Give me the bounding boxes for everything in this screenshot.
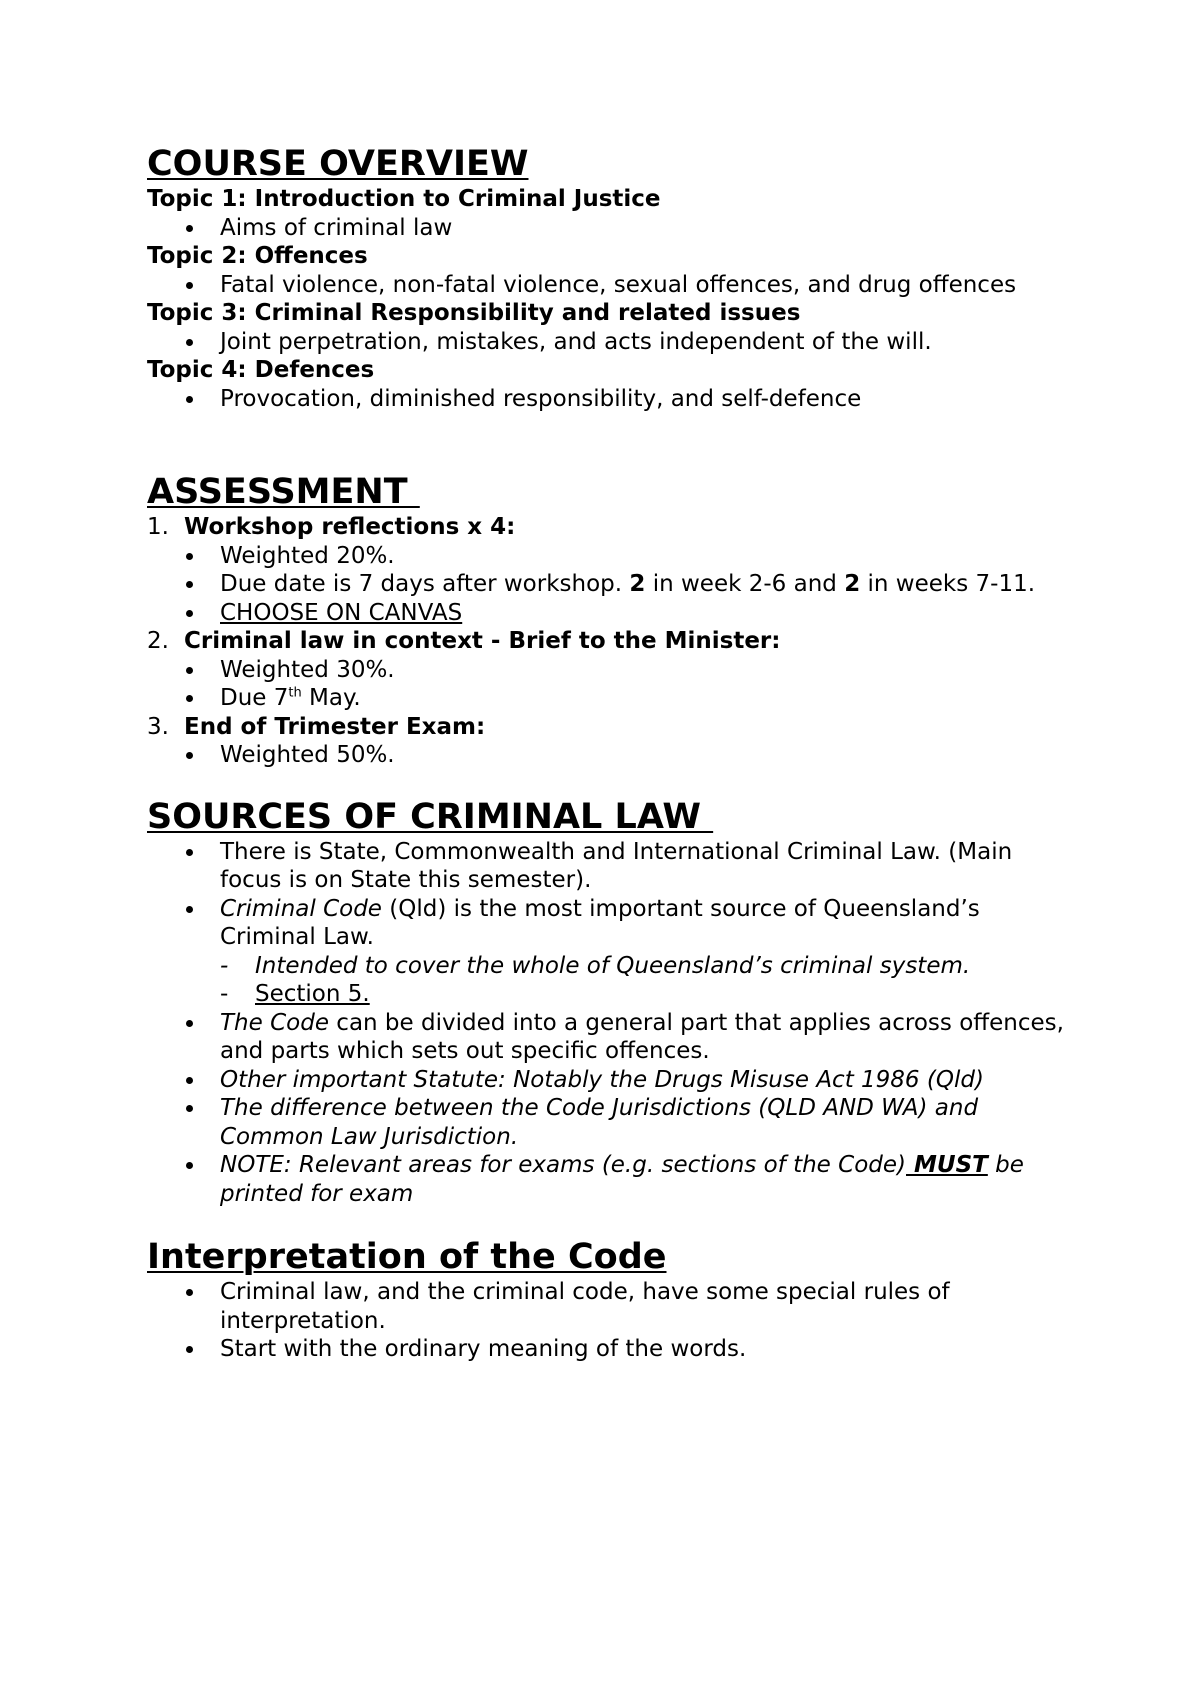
sources-list	[147, 838, 1077, 1209]
list-item: Criminal law, and the criminal code, have some special rules of interpretation.	[220, 1278, 1077, 1335]
sub-list-item: - Intended to cover the whole of Queensland’s criminal system.	[255, 952, 1077, 981]
due-text-b: May.	[301, 685, 361, 711]
due-superscript: th	[288, 685, 302, 701]
choose-on-canvas-text: CHOOSE ON CANVAS	[220, 599, 463, 626]
topic-2-label: Topic 2: Offences	[147, 243, 368, 269]
item-title: Criminal law in context - Brief to the Minister:	[184, 628, 781, 654]
interpretation-heading: Interpretation of the Code	[147, 1237, 667, 1277]
due-count-b: 2	[844, 571, 861, 597]
the-code-text: can be divided into a general part that applies across offences, and parts which sets out specific offences.	[220, 1009, 1064, 1064]
list-item: Other important Statute: Notably the Drugs Misuse Act 1986 (Qld)	[220, 1066, 1077, 1095]
list-item	[220, 599, 1077, 628]
assessment-item-3	[147, 713, 1077, 742]
list-item	[220, 1151, 1077, 1208]
criminal-code-text: (Qld) is the most important source of Queensland’s Criminal Law.	[220, 895, 980, 950]
due-text-b: in week 2-6 and	[645, 571, 845, 597]
topic-4-list	[147, 385, 1077, 414]
sub-list-item	[255, 980, 1077, 1009]
list-item: Weighted 20%.	[220, 542, 1077, 571]
list-item: The difference between the Code Jurisdictions (QLD AND WA) and Common Law Jurisdiction.	[220, 1094, 1077, 1151]
list-item: Weighted 30%.	[220, 656, 1077, 685]
item-title: Workshop reflections x 4:	[184, 514, 516, 540]
list-item: Provocation, diminished responsibility, and self-defence	[220, 385, 1077, 414]
topic-1-label: Topic 1: Introduction to Criminal Justice	[147, 186, 661, 212]
interpretation-list	[147, 1278, 1077, 1364]
list-item: There is State, Commonwealth and International Criminal Law. (Main focus is on State this semester).	[220, 838, 1077, 895]
list-item	[220, 895, 1077, 1009]
list-item	[220, 570, 1077, 599]
list-item	[220, 684, 1077, 713]
assessment-heading: ASSESSMENT	[147, 472, 420, 512]
item-number: 3.	[147, 713, 169, 740]
list-item: Weighted 50%.	[220, 741, 1077, 770]
list-item: Joint perpetration, mistakes, and acts independent of the will.	[220, 328, 1077, 357]
item-number: 2.	[147, 628, 169, 654]
assessment-item-3-list	[147, 741, 1077, 770]
topic-2-list	[147, 271, 1077, 300]
must-emphasis: MUST	[906, 1152, 988, 1178]
list-item: Start with the ordinary meaning of the words.	[220, 1335, 1077, 1364]
list-item: Fatal violence, non-fatal violence, sexual offences, and drug offences	[220, 271, 1077, 300]
due-text-a: Due 7	[220, 685, 289, 711]
course-overview-heading: COURSE OVERVIEW	[147, 144, 529, 184]
section-spacer	[147, 770, 1077, 796]
list-item: Aims of criminal law	[220, 214, 1077, 243]
topic-1-list	[147, 214, 1077, 243]
criminal-code-title: Criminal Code	[220, 895, 382, 922]
item-number: 1.	[147, 514, 169, 540]
note-text-b: be printed for exam	[220, 1152, 1024, 1207]
section-spacer	[147, 413, 1077, 471]
criminal-code-sublist	[220, 952, 1077, 1009]
due-text-a: Due date is 7 days after workshop.	[220, 571, 630, 597]
the-code-title: The Code	[220, 1009, 329, 1036]
document-body	[147, 143, 1077, 1364]
due-count-a: 2	[629, 571, 646, 597]
assessment-item-1	[147, 513, 1077, 542]
topic-3-list	[147, 328, 1077, 357]
section-spacer	[147, 1208, 1077, 1236]
section-5-text: Section 5.	[255, 981, 370, 1007]
assessment-item-1-list	[147, 542, 1077, 628]
topic-4-label: Topic 4: Defences	[147, 357, 375, 383]
assessment-item-2-list	[147, 656, 1077, 713]
topic-3-label: Topic 3: Criminal Responsibility and related issues	[147, 300, 801, 326]
due-text-c: in weeks 7-11.	[860, 571, 1036, 597]
note-text-a: NOTE: Relevant areas for exams (e.g. sections of the Code)	[220, 1152, 906, 1178]
sources-heading: SOURCES OF CRIMINAL LAW	[147, 796, 714, 837]
item-title: End of Trimester Exam:	[184, 713, 486, 740]
list-item	[220, 1009, 1077, 1066]
assessment-item-2	[147, 627, 1077, 656]
